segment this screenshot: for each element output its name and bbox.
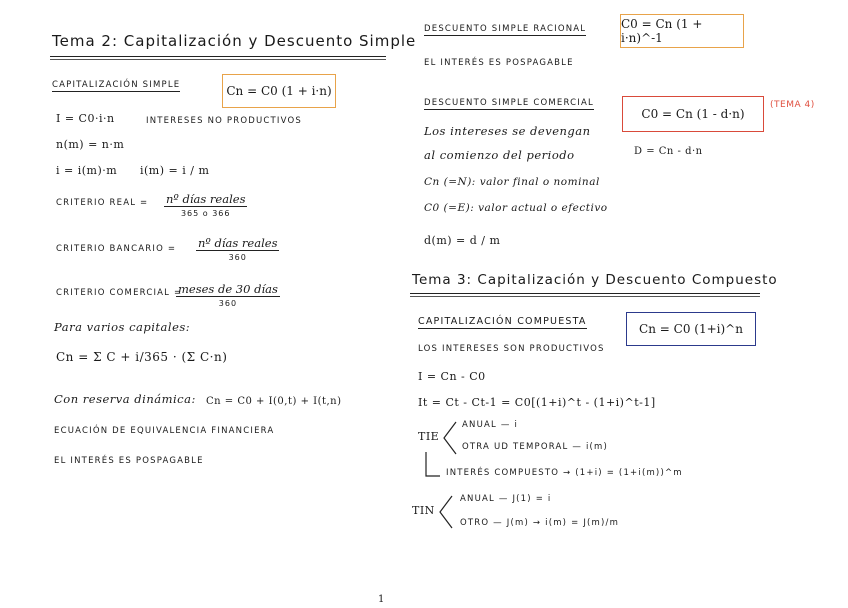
cap-simple-formula: Cn = C0 (1 + i·n) bbox=[226, 84, 332, 98]
tema3-title: Tema 3: Capitalización y Descuento Compuesto bbox=[412, 272, 778, 288]
cap-compuesta-formula-box bbox=[626, 312, 756, 346]
It-formula: It = Ct - Ct-1 = C0[(1+i)^t - (1+i)^t-1] bbox=[418, 396, 656, 409]
equivalencia: ECUACIÓN DE EQUIVALENCIA FINANCIERA bbox=[54, 426, 275, 436]
tema2-title: Tema 2: Capitalización y Descuento Simple bbox=[52, 32, 417, 50]
d-formula: D = Cn - d·n bbox=[634, 146, 703, 157]
I-formula: I = Cn - C0 bbox=[418, 370, 486, 383]
tema4-note: (TEMA 4) bbox=[770, 100, 815, 110]
title-underline-2 bbox=[50, 59, 386, 60]
criterio-real-fraction bbox=[164, 192, 247, 218]
tin-otro: OTRO — J(m) → i(m) = J(m)/m bbox=[460, 518, 620, 528]
tin-brace-icon bbox=[436, 492, 456, 532]
desc-racional-note: EL INTERÉS ES POSPAGABLE bbox=[424, 58, 574, 68]
devengan-1: Los intereses se devengan bbox=[424, 124, 591, 138]
varios-capitales: Para varios capitales: bbox=[54, 320, 191, 334]
desc-comercial-formula-box bbox=[622, 96, 764, 132]
i-formula: i = i(m)·m bbox=[56, 164, 118, 177]
tie-otra: OTRA UD TEMPORAL — i(m) bbox=[462, 442, 609, 452]
criterio-comercial-fraction bbox=[176, 282, 280, 308]
criterio-comercial-label: CRITERIO COMERCIAL = bbox=[56, 288, 183, 298]
desc-racional-heading: DESCUENTO SIMPLE RACIONAL bbox=[424, 24, 587, 34]
interest-formula: I = C0·i·n bbox=[56, 112, 115, 125]
criterio-comercial-num: meses de 30 días bbox=[178, 282, 278, 296]
criterio-real-num: nº días reales bbox=[166, 192, 246, 206]
tin-anual: ANUAL — J(1) = i bbox=[460, 494, 552, 504]
cap-compuesta-formula: Cn = C0 (1+i)^n bbox=[639, 322, 743, 336]
tie-compuesto: INTERÉS COMPUESTO → (1+i) = (1+i(m))^m bbox=[446, 468, 683, 478]
criterio-bancario-label: CRITERIO BANCARIO = bbox=[56, 244, 177, 254]
n-m-formula: n(m) = n·m bbox=[56, 138, 125, 151]
tie-label: TIE bbox=[418, 430, 440, 443]
criterio-real-label: CRITERIO REAL = bbox=[56, 198, 149, 208]
tin-label: TIN bbox=[412, 504, 435, 517]
tie-corner-line-icon bbox=[420, 452, 442, 482]
cap-simple-heading: CAPITALIZACIÓN SIMPLE bbox=[52, 80, 181, 90]
cap-compuesta-heading: CAPITALIZACIÓN COMPUESTA bbox=[418, 316, 587, 327]
title3-underline bbox=[410, 293, 760, 294]
page-number: 1 bbox=[378, 594, 385, 605]
criterio-comercial-den: 360 bbox=[218, 299, 238, 308]
interest-note: INTERESES NO PRODUCTIVOS bbox=[146, 116, 302, 126]
reserva-formula: Cn = C0 + I(0,t) + I(t,n) bbox=[206, 396, 342, 407]
desc-comercial-heading: DESCUENTO SIMPLE COMERCIAL bbox=[424, 98, 594, 108]
criterio-real-den: 365 o 366 bbox=[180, 209, 231, 218]
desc-racional-formula-box bbox=[620, 14, 744, 48]
tie-brace-icon bbox=[440, 418, 460, 458]
d-m-formula: d(m) = d / m bbox=[424, 234, 501, 247]
tie-anual: ANUAL — i bbox=[462, 420, 519, 430]
varios-formula: Cn = Σ C + i/365 · (Σ C·n) bbox=[56, 350, 228, 364]
valor-final: Cn (=N): valor final o nominal bbox=[424, 176, 600, 188]
cap-simple-formula-box bbox=[222, 74, 336, 108]
pospagable-left: EL INTERÉS ES POSPAGABLE bbox=[54, 456, 204, 466]
desc-comercial-formula: C0 = Cn (1 - d·n) bbox=[641, 107, 745, 121]
criterio-bancario-num: nº días reales bbox=[198, 236, 278, 250]
reserva-dinamica: Con reserva dinámica: bbox=[54, 392, 196, 406]
productivos: LOS INTERESES SON PRODUCTIVOS bbox=[418, 344, 605, 354]
desc-racional-formula: C0 = Cn (1 + i·n)^-1 bbox=[621, 17, 703, 45]
criterio-bancario-den: 360 bbox=[228, 253, 247, 262]
title-underline bbox=[50, 56, 386, 57]
i-m-formula: i(m) = i / m bbox=[140, 164, 210, 177]
criterio-bancario-fraction bbox=[196, 236, 279, 262]
title3-underline-2 bbox=[410, 296, 760, 297]
valor-actual: C0 (=E): valor actual o efectivo bbox=[424, 202, 608, 214]
devengan-2: al comienzo del periodo bbox=[424, 148, 575, 162]
